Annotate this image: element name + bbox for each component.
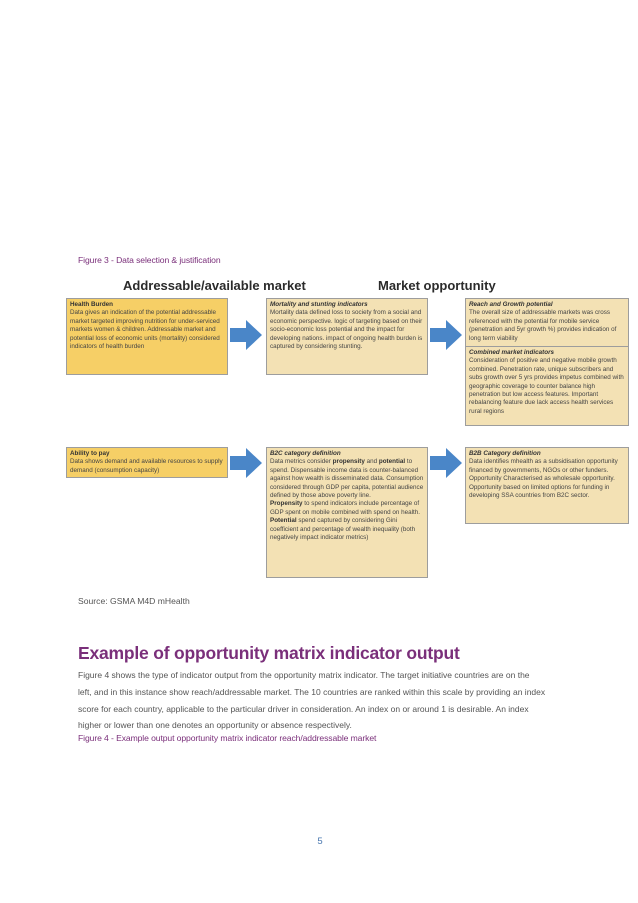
mortality-stunting-title: Mortality and stunting indicators: [270, 301, 368, 308]
ability-to-pay-box: [66, 447, 228, 478]
arrow-right-icon: [429, 318, 463, 352]
b2c-propensity-text: to spend indicators include percentage of GDP spent on mobile combined with spend on health.: [270, 500, 421, 516]
body-line: Figure 4 shows the type of indicator output from the opportunity matrix indicator. The target initiative countries are on the: [78, 670, 530, 680]
b2c-propensity-bold: propensity: [332, 458, 365, 466]
ability-to-pay-text: Data shows demand and available resources to supply demand (consumption capacity): [70, 458, 223, 474]
b2c-potential-text: spend captured by considering Gini coefficient and percentage of wealth inequality (both negatively impact indicator metrics): [270, 517, 416, 542]
figure-3-caption: Figure 3 - Data selection & justification: [78, 255, 221, 265]
combined-indicators-title: Combined market indicators: [469, 349, 555, 357]
body-line: higher or lower than one denotes an opportunity or absence respectively.: [78, 720, 352, 731]
mortality-stunting-text: Mortality data defined loss to society from a social and economic perspective. logic of targeting based on their socio-economic loss potential and the impact for developing nations. impact of ongoing health burden is captured by considering stunting.: [270, 309, 423, 351]
health-burden-text: Data gives an indication of the potential addressable market targeted improving nutrition for under-serviced markets women & children. Addressable market and potential loss of economic units (mortality) considered indicators of health burden: [70, 309, 220, 351]
b2c-text-1e: to spend. Dispensable income data is counter-balanced against how wealth is disseminated data. Consumption considered through GDP per capita, potential audience defined by those above poverty line.: [270, 458, 424, 500]
figure-3-source: Source: GSMA M4D mHealth: [78, 596, 190, 606]
arrow-right-icon: [229, 446, 263, 480]
figure-4-caption: Figure 4 - Example output opportunity matrix indicator reach/addressable market: [78, 733, 377, 743]
b2c-propensity-label: Propensity: [270, 500, 303, 508]
body-line: left, and in this instance show reach/addressable market. The 10 countries are ranked within this scale by providing an index: [78, 686, 546, 697]
b2b-category-box: [465, 447, 629, 524]
b2c-text-1c: and: [364, 458, 379, 466]
section-title: Example of opportunity matrix indicator output: [78, 643, 460, 663]
body-line: score for each country, applicable to the particular driver in consideration. An index on or around 1 is desirable. An index: [78, 703, 529, 714]
box-divider: [466, 346, 628, 347]
b2b-category-title: B2B Category definition: [469, 450, 541, 457]
heading-addressable-market: Addressable/available market: [123, 278, 306, 293]
reach-growth-box: [465, 298, 629, 426]
reach-growth-text: The overall size of addressable markets was cross referenced with the potential for mobile service (penetration and 5yr growth %) provides indication of long term viability: [469, 309, 617, 342]
b2c-potential-bold: potential: [378, 458, 406, 466]
b2c-text-1a: Data metrics consider: [270, 458, 333, 466]
mortality-stunting-box: [266, 298, 428, 375]
arrow-right-icon: [229, 318, 263, 352]
b2c-potential-label: Potential: [270, 517, 297, 525]
b2c-category-title: B2C category definition: [270, 450, 341, 457]
health-burden-box: [66, 298, 228, 375]
b2b-category-text: Data identifies mhealth as a subsidisation opportunity financed by governments, NGOs or other funders. Opportunity Characterised as wholesale opportunity. Opportunity based on limited options for funding in developing SSA countries from B2C sector.: [469, 458, 618, 500]
b2c-category-box: [266, 447, 428, 578]
page-number: 5: [317, 836, 323, 847]
reach-growth-title: Reach and Growth potential: [469, 301, 553, 308]
body-paragraph: [78, 667, 566, 734]
health-burden-title: Health Burden: [70, 301, 114, 308]
combined-indicators-text: Consideration of positive and negative mobile growth combined. Penetration rate, unique subscribers and subs growth over 5 yrs provides impetus combined with geographic coverage to counter balance high penetration but low access features. Important rebalancing feature due lack access health services rural regions: [469, 357, 624, 415]
arrow-right-icon: [429, 446, 463, 480]
ability-to-pay-title: Ability to pay: [70, 450, 110, 457]
heading-market-opportunity: Market opportunity: [378, 278, 496, 293]
